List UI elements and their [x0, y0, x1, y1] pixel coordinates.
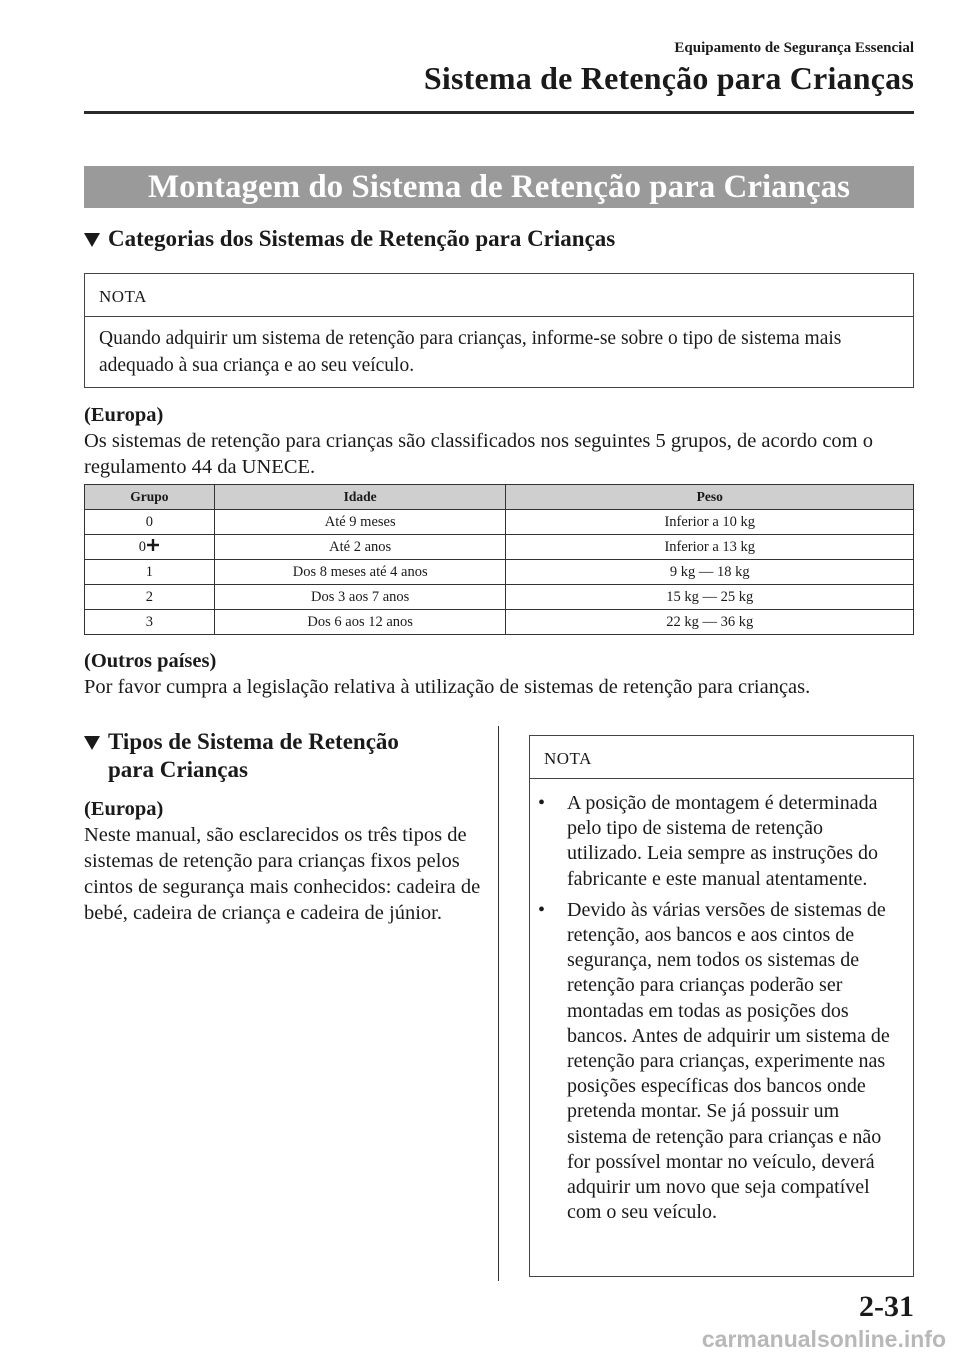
europe-paragraph [84, 402, 914, 480]
triangle-bullet-icon [84, 233, 100, 247]
table-cell: Inferior a 13 kg [506, 535, 914, 560]
group-number: 0 [138, 539, 147, 555]
table-header-cell: Idade [214, 485, 506, 510]
table-cell: Inferior a 10 kg [506, 510, 914, 535]
types-heading [84, 728, 484, 784]
europe-label: (Europa) [84, 404, 164, 426]
table-row [85, 535, 914, 560]
list-item [530, 898, 901, 1226]
table-row [85, 560, 914, 585]
categories-heading-text: Categorias dos Sistemas de Retenção para Crianças [108, 226, 616, 251]
table-cell: Dos 6 aos 12 anos [214, 610, 506, 635]
categories-heading [84, 226, 615, 252]
table-cell: Até 9 meses [214, 510, 506, 535]
others-paragraph [84, 648, 914, 700]
table-cell: 9 kg — 18 kg [506, 560, 914, 585]
header-title: Sistema de Retenção para Crianças [423, 60, 914, 96]
types-text: Neste manual, são esclarecidos os três tipos de sistemas de retenção para crianças fixos pelos cintos de segurança mais conhecidos: cadeira de bebé, cadeira de criança e cadeira de júnior. [84, 824, 481, 924]
others-label: (Outros países) [84, 650, 217, 672]
note-text: Quando adquirir um sistema de retenção para crianças, informe-se sobre o tipo de sistema mais adequado à sua criança e ao seu veículo. [99, 328, 842, 376]
table-row [85, 610, 914, 635]
plus-icon [146, 538, 160, 552]
note-box [84, 273, 914, 388]
table-row [85, 510, 914, 535]
table-cell: 15 kg — 25 kg [506, 585, 914, 610]
table-cell: 22 kg — 36 kg [506, 610, 914, 635]
note2-item-text: Devido às várias versões de sistemas de retenção, aos bancos e aos cintos de segurança, nem todos os sistemas de retenção para crianças poderão ser montadas em todas as posições dos bancos. Antes de adquirir um sistema de retenção para crianças, experimente nas posições específicas dos bancos onde pretenda montar. Se já possuir um sistema de retenção para crianças e não for possível montar no veículo, deverá adquirir um novo que seja compatível com o seu veículo. [567, 898, 890, 1224]
column-divider [498, 726, 499, 1281]
page-number: 2-31 [859, 1290, 914, 1323]
europe-text: Os sistemas de retenção para crianças são classificados nos seguintes 5 grupos, de acordo com o regulamento 44 da UNECE. [84, 430, 873, 478]
note2-list [530, 779, 913, 1225]
header-rule [84, 111, 914, 114]
bullet-icon: • [538, 792, 546, 814]
section-banner: Montagem do Sistema de Retenção para Crianças [84, 166, 914, 208]
note-label: NOTA [85, 274, 913, 317]
table-cell [85, 535, 215, 560]
triangle-bullet-icon [84, 736, 100, 750]
note-box-2 [529, 735, 914, 1277]
table-cell: Até 2 anos [214, 535, 506, 560]
table-cell: 1 [85, 560, 215, 585]
table-header-cell: Peso [506, 485, 914, 510]
types-europe-label: (Europa) [84, 798, 164, 820]
types-heading-line1: Tipos de Sistema de Retenção [108, 729, 399, 754]
table-cell: 2 [85, 585, 215, 610]
table-header-cell: Grupo [85, 485, 215, 510]
types-heading-line2: para Crianças [108, 757, 248, 782]
note2-item-text: A posição de montagem é determinada pelo tipo de sistema de retenção utilizado. Leia sempre as instruções do fabricante e este manual atentamente. [567, 792, 879, 890]
others-text: Por favor cumpra a legislação relativa à utilização de sistemas de retenção para crianças. [84, 676, 811, 698]
groups-table [84, 484, 914, 635]
list-item [530, 791, 901, 892]
header-section-label: Equipamento de Segurança Essencial [674, 40, 914, 56]
table-cell: 3 [85, 610, 215, 635]
table-cell: Dos 3 aos 7 anos [214, 585, 506, 610]
types-paragraph [84, 796, 482, 926]
note2-label: NOTA [530, 736, 913, 779]
bullet-icon: • [538, 898, 546, 921]
table-header-row [85, 485, 914, 510]
types-heading-text [108, 728, 399, 784]
table-cell: Dos 8 meses até 4 anos [214, 560, 506, 585]
table-cell: 0 [85, 510, 215, 535]
watermark: carmanualsonline.info [701, 1326, 946, 1352]
table-row [85, 585, 914, 610]
